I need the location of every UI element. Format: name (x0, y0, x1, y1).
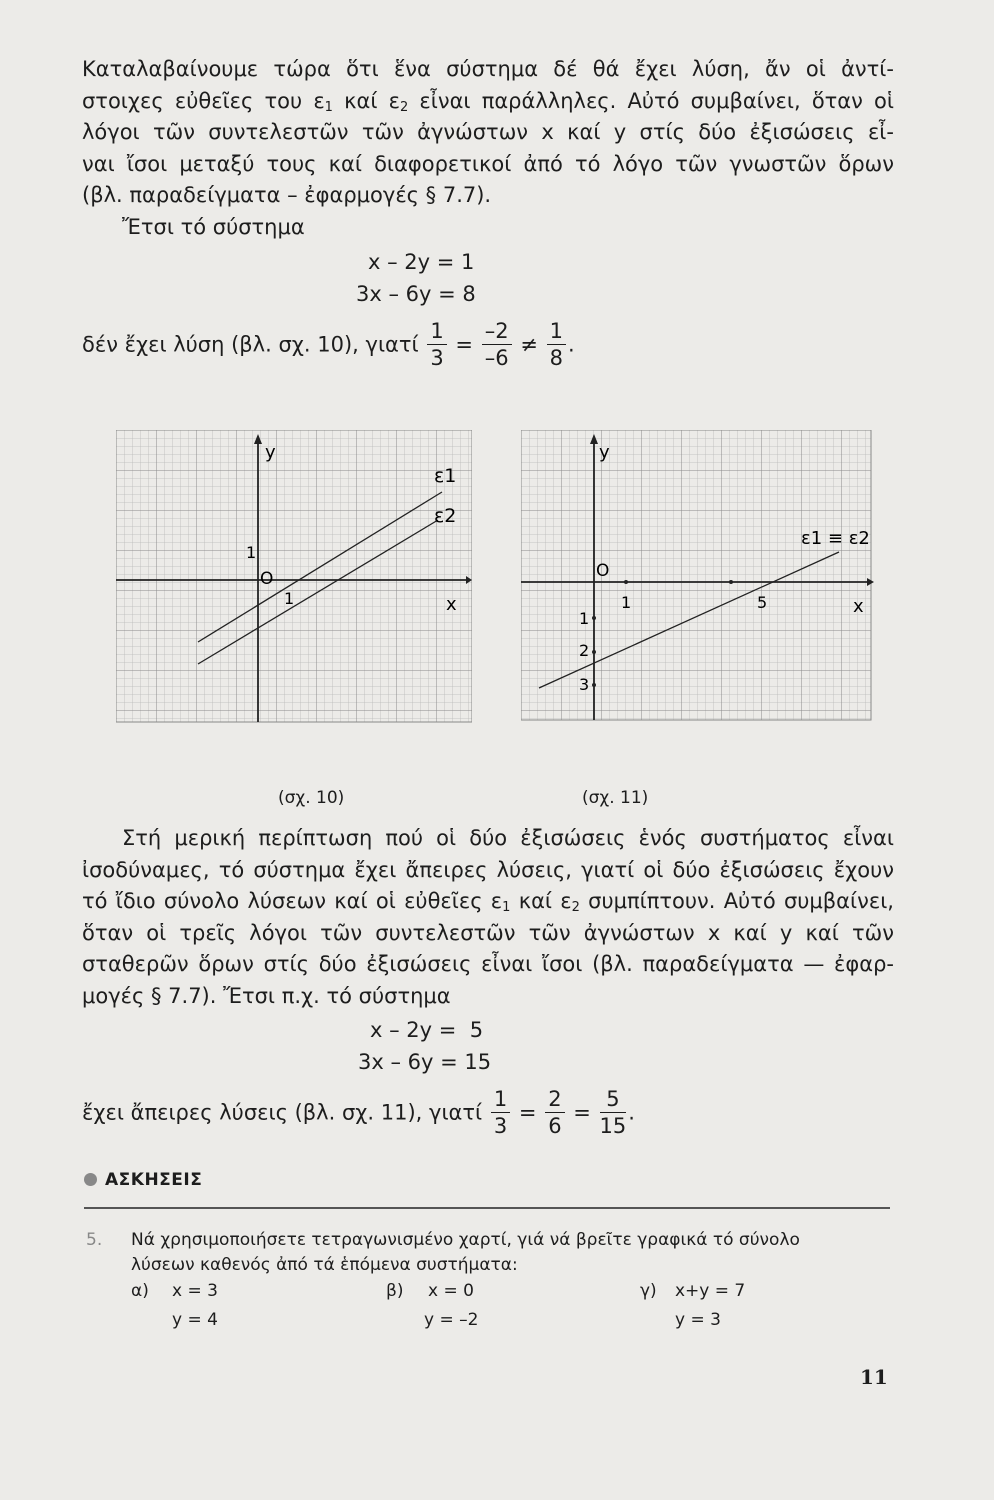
text-line: (βλ. παραδείγματα – ἐφαρμογές § 7.7). (82, 183, 492, 207)
system2-eq1: x – 2y = 5 (370, 1018, 484, 1042)
exercises-heading: ΑΣΚΗΣΕΙΣ (84, 1170, 202, 1190)
fraction: $\frac{1}{8}$ (547, 318, 566, 371)
x-tick-label: 5 (757, 593, 768, 612)
x-label: x (446, 594, 457, 615)
system1-eq2: 3x – 6y = 8 (356, 282, 476, 306)
y-tick-label: 1 (579, 609, 590, 628)
exercise-a-eq2: y = 4 (172, 1310, 218, 1330)
y-label: y (265, 442, 276, 463)
text-line: ὅταν οἱ τρεῖς λόγοι τῶν συντελεστῶν τῶν ἀγνώστων x καί y καί τῶν (82, 920, 894, 945)
paragraph-equivalent-equations (82, 823, 894, 1012)
figure-11-graph (521, 430, 875, 726)
fraction: $\frac{5}{15}$ (599, 1087, 627, 1138)
fraction: $\frac{-2}{-6}$ (482, 318, 512, 371)
paragraph-parallel-lines (82, 54, 894, 243)
x-tick-label: 1 (621, 593, 632, 612)
e1-e2-label: ε1 ≡ ε2 (801, 528, 870, 549)
text-line: τό ἴδιο σύνολο λύσεων καί οἱ εὐθεῖες $\varepsilon_1$ καί $\varepsilon_2$ συμπίπτουν. Αὐτό συμβαίνει, (82, 889, 894, 915)
e1-label: ε1 (434, 465, 457, 487)
exercise-c-eq2: y = 3 (675, 1310, 721, 1330)
fraction: $\frac{2}{6}$ (545, 1086, 564, 1139)
text-line: Στή μερική περίπτωση πού οἱ δύο ἐξισώσεις ἑνός συστήματος εἶναι (122, 826, 894, 850)
exercise-text-line: λύσεων καθενός ἀπό τά ἑπόμενα συστήματα: (131, 1255, 518, 1275)
text-line: μογές § 7.7). Ἔτσι π.χ. τό σύστημα (82, 983, 451, 1008)
text-line: στοιχες εὐθεῖες του $\varepsilon_1$ καί $\varepsilon_2$ εἶναι παράλληλες. Αὐτό συμβαίνει, ὅταν οἱ (82, 88, 894, 115)
text-line: λόγοι τῶν συντελεστῶν τῶν ἀγνώστων x καί y στίς δύο ἐξισώσεις εἶ- (82, 120, 894, 144)
reason1-line: δέν ἔχει λύση (βλ. σχ. 10), γιατί $\frac{1}{3}$ = $\frac{-2}{-6}$ ≠ $\frac{1}{8}$ . (82, 319, 575, 370)
exercise-a-eq1: x = 3 (172, 1281, 218, 1301)
exercise-b-label: β) (386, 1281, 404, 1301)
text-line: ναι ἴσοι μεταξύ τους καί διαφορετικοί ἀπό τό λόγο τῶν γνωστῶν ὅρων (82, 151, 894, 176)
text-line: ἰσοδύναμες, τό σύστημα ἔχει ἄπειρες λύσεις, γιατί οἱ δύο ἐξισώσεις ἔχουν (82, 857, 894, 882)
y-tick-label: 1 (246, 543, 257, 562)
page-number: 11 (860, 1365, 888, 1389)
origin-label: O (260, 569, 274, 589)
exercise-c-label: γ) (640, 1281, 657, 1301)
figure-11-caption: (σχ. 11) (582, 788, 649, 808)
text-line: Ἔτσι τό σύστημα (122, 214, 305, 239)
bullet-icon (84, 1173, 97, 1186)
fraction: $\frac{1}{3}$ (491, 1086, 510, 1139)
figure-10-graph (116, 430, 472, 730)
reason2-line: ἔχει ἄπειρες λύσεις (βλ. σχ. 11), γιατί $\frac{1}{3}$ = $\frac{2}{6}$ = $\frac{5}{15}$ . (82, 1087, 635, 1138)
exercise-b-eq1: x = 0 (428, 1281, 474, 1301)
exercise-a-label: α) (131, 1281, 149, 1301)
system1-eq1: x – 2y = 1 (368, 250, 475, 274)
exercise-number: 5. (86, 1230, 103, 1250)
figure-10-caption: (σχ. 10) (278, 788, 345, 808)
y-tick-label: 3 (579, 675, 590, 694)
y-label: y (599, 442, 610, 463)
exercise-text-line: Νά χρησιμοποιήσετε τετραγωνισμένο χαρτί, γιά νά βρεῖτε γραφικά τό σύνολο (131, 1230, 800, 1250)
divider (84, 1207, 890, 1209)
exercise-b-eq2: y = –2 (424, 1310, 479, 1330)
fraction: $\frac{1}{3}$ (427, 318, 446, 371)
x-label: x (853, 596, 864, 617)
origin-label: O (596, 561, 610, 581)
exercise-c-eq1: x+y = 7 (675, 1281, 746, 1301)
text-line: σταθερῶν ὅρων στίς δύο ἐξισώσεις εἶναι ἴσοι (βλ. παραδείγματα — ἐφαρ- (82, 952, 894, 976)
e2-label: ε2 (434, 505, 457, 527)
text-line: Καταλαβαίνουμε τώρα ὅτι ἕνα σύστημα δέ θά ἔχει λύση, ἄν οἱ ἀντί- (82, 57, 894, 81)
system2-eq2: 3x – 6y = 15 (358, 1050, 492, 1074)
x-tick-label: 1 (284, 589, 295, 608)
y-tick-label: 2 (579, 641, 590, 660)
